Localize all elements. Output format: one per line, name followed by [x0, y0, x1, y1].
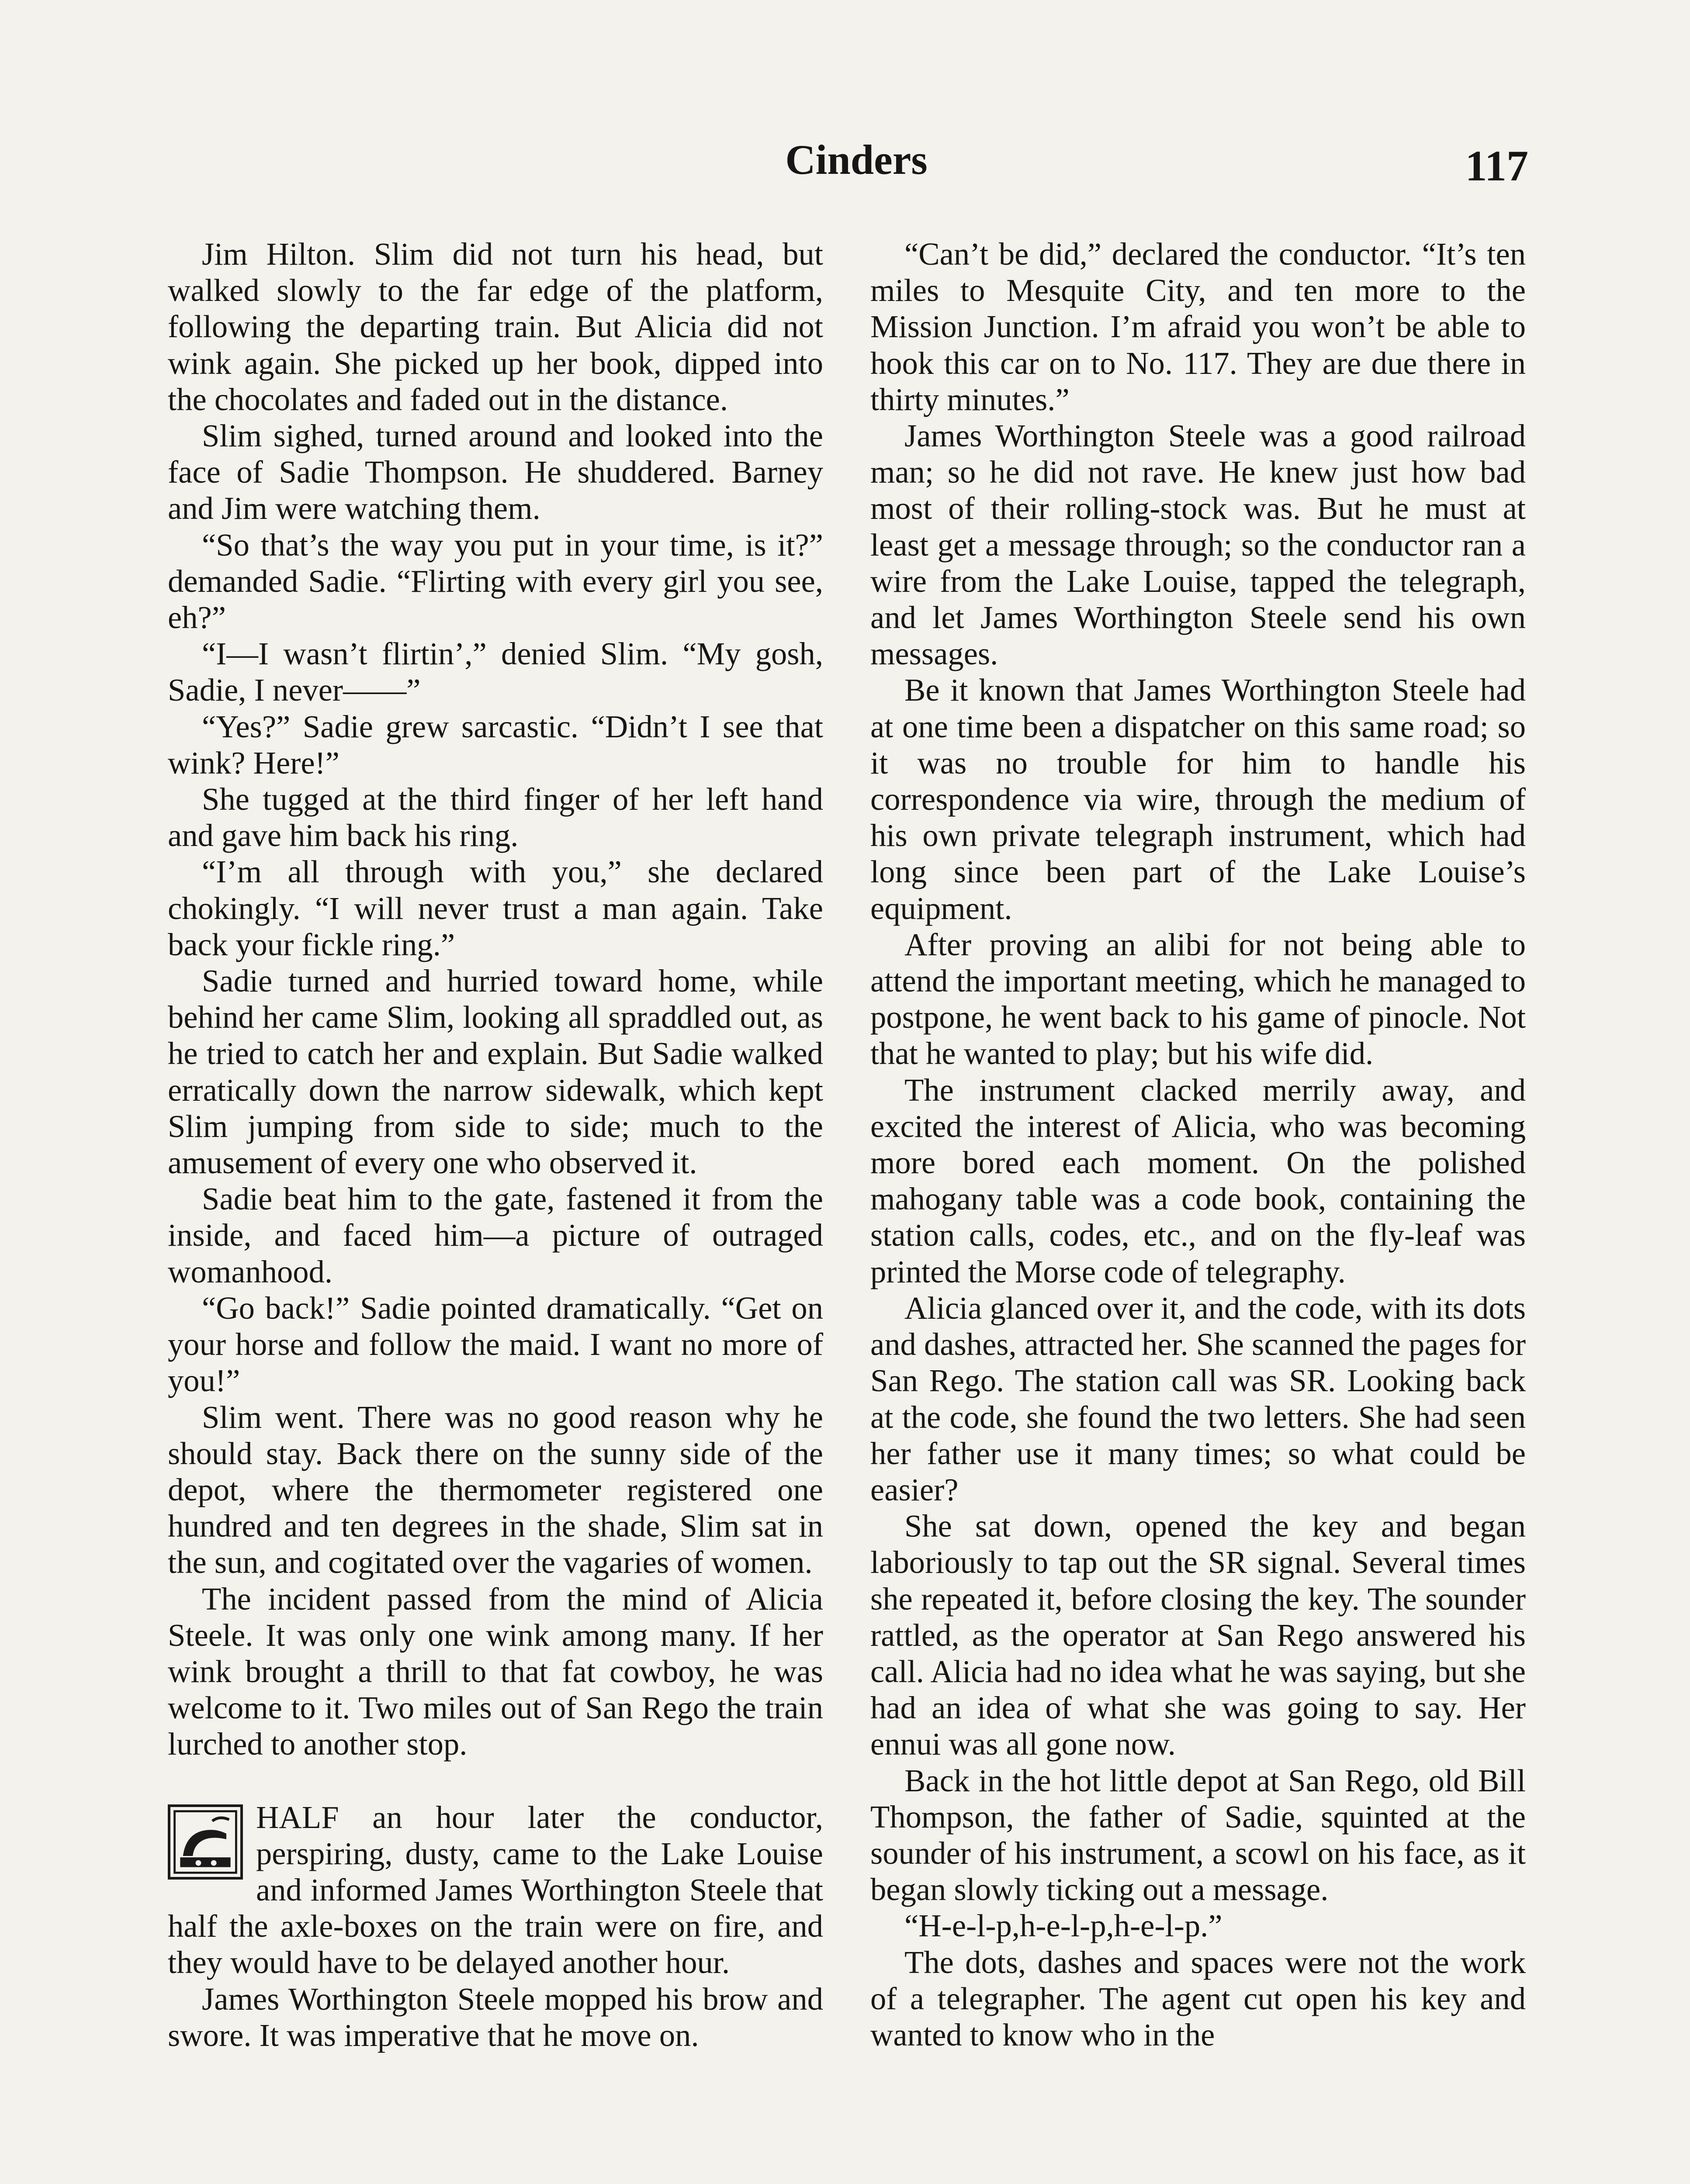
paragraph: “I—I wasn’t flirtin’,” denied Slim. “My gosh, Sadie, I never——” — [168, 636, 823, 708]
paragraph: “I’m all through with you,” she declared chokingly. “I will never trust a man again. Take back your fickle ring.” — [168, 854, 823, 962]
paragraph: HALF an hour later the conductor, perspiring, dusty, came to the Lake Louise and informed James Worthington Steele that half the axle-boxes on the train were on fire, and they would have to be delayed another hour. — [168, 1799, 823, 1980]
paragraph: “H-e-l-p,h-e-l-p,h-e-l-p.” — [904, 1908, 1222, 1944]
paragraph: She tugged at the third finger of her left hand and gave him back his ring. — [168, 781, 823, 854]
paragraph: “So that’s the way you put in your time, is it?” demanded Sadie. “Flirting with every girl you see, eh?” — [168, 527, 823, 636]
paragraph: The incident passed from the mind of Alicia Steele. It was only one wink among many. If her wink brought a thrill to that fat cowboy, he was welcome to it. Two miles out of San Rego the train lurched to another stop. — [168, 1581, 823, 1762]
page-header-title: Cinders — [785, 136, 928, 183]
paragraph: Alicia glanced over it, and the code, with its dots and dashes, attracted her. She scanned the pages for San Rego. The station call was SR. Looking back at the code, she found the two letters. She had seen her father use it many times; so what could be easier? — [870, 1290, 1526, 1507]
right-text-column — [870, 236, 1526, 2053]
paragraph: James Worthington Steele was a good railroad man; so he did not rave. He knew just how bad most of their rolling-stock was. But he must at least get a message through; so the conductor ran a wire from the Lake Louise, tapped the telegraph, and let James Worthington Steele send his own messages. — [870, 418, 1526, 672]
paragraph: Jim Hilton. Slim did not turn his head, but walked slowly to the far edge of the platform, following the departing train. But Alicia did not wink again. She picked up her book, dipped into the chocolates and faded out in the distance. — [168, 236, 823, 417]
left-text-column — [168, 236, 823, 2053]
paragraph: “Go back!” Sadie pointed dramatically. “Get on your horse and follow the maid. I want no more of you!” — [168, 1290, 823, 1399]
paragraph: The dots, dashes and spaces were not the work of a telegrapher. The agent cut open his key and wanted to know who in the — [870, 1944, 1526, 2053]
paragraph: Sadie turned and hurried toward home, while behind her came Slim, looking all spraddled out, as he tried to catch her and explain. But Sadie walked erratically down the narrow sidewalk, which kept Slim jumping from side to side; much to the amusement of every one who observed it. — [168, 963, 823, 1181]
decorative-initial-icon — [168, 1804, 243, 1880]
paragraph: Be it known that James Worthington Steele had at one time been a dispatcher on this same road; so it was no trouble for him to handle his correspondence via wire, through the medium of his own private telegraph instrument, which had long since been part of the Lake Louise’s equipment. — [870, 672, 1526, 926]
paragraph: Slim sighed, turned around and looked into the face of Sadie Thompson. He shuddered. Barney and Jim were watching them. — [168, 418, 823, 526]
paragraph: James Worthington Steele mopped his brow and swore. It was imperative that he move on. — [168, 1981, 823, 2053]
paragraph: She sat down, opened the key and began laboriously to tap out the SR signal. Several times she repeated it, before closing the key. The sounder rattled, as the operator at San Rego answered his call. Alicia had no idea what he was saying, but she had an idea of what she was going to say. Her ennui was all gone now. — [870, 1508, 1526, 1762]
paragraph: Slim went. There was no good reason why he should stay. Back there on the sunny side of the depot, where the thermometer registered one hundred and ten degrees in the shade, Slim sat in the sun, and cogitated over the vagaries of women. — [168, 1399, 823, 1580]
paragraph: The instrument clacked merrily away, and excited the interest of Alicia, who was becoming more bored each moment. On the polished mahogany table was a code book, containing the station calls, codes, etc., and on the fly-leaf was printed the Morse code of telegraphy. — [870, 1072, 1526, 1289]
page-number: 117 — [1465, 142, 1528, 190]
paragraph: Back in the hot little depot at San Rego, old Bill Thompson, the father of Sadie, squinted at the sounder of his instrument, a scowl on his face, as it began slowly ticking out a message. — [870, 1762, 1526, 1908]
section-opening — [168, 1799, 823, 1981]
paragraph: After proving an alibi for not being able to attend the important meeting, which he managed to postpone, he went back to his game of pinocle. Not that he wanted to play; but his wife did. — [870, 926, 1526, 1071]
paragraph: Sadie beat him to the gate, fastened it from the inside, and faced him—a picture of outraged womanhood. — [168, 1181, 823, 1289]
paragraph: “Yes?” Sadie grew sarcastic. “Didn’t I see that wink? Here!” — [168, 708, 823, 781]
paragraph: “Can’t be did,” declared the conductor. “It’s ten miles to Mesquite City, and ten more to the Mission Junction. I’m afraid you won’t be able to hook this car on to No. 117. They are due there in thirty minutes.” — [870, 236, 1526, 417]
